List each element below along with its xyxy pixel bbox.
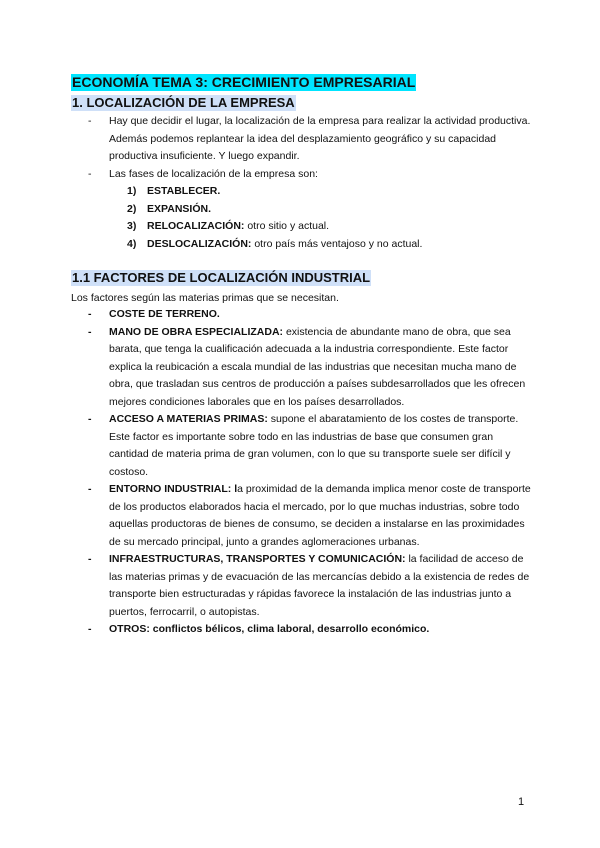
dash-bullet: - (88, 167, 92, 180)
factor-name: COSTE DE TERRENO. (109, 308, 220, 320)
phase-name: ESTABLECER. (147, 185, 221, 197)
phase-number: 4) (127, 237, 137, 250)
factor-name: MANO DE OBRA ESPECIALIZADA: (109, 325, 284, 338)
factor-item (88, 411, 532, 481)
factor-name: INFRAESTRUCTURAS, TRANSPORTES Y COMUNICACIÓN: (109, 553, 406, 565)
section1-bullet-list (88, 113, 538, 253)
dash-bullet: - (88, 115, 92, 127)
factor-name: ENTORNO INDUSTRIAL: l (109, 483, 238, 495)
dash-bullet: - (88, 325, 92, 338)
factor-desc: supone el abaratamiento de los costes de transporte. Este factor es importante sobre todo en las industrias de base que consumen gran cantidad de materia prima de gran volumen, con lo que su transporte suele ser difícil y costoso. (109, 413, 519, 478)
factor-name: OTROS: conflictos bélicos, clima laboral, desarrollo económico. (109, 623, 430, 635)
bullet-text: Hay que decidir el lugar, la localización de la empresa para realizar la actividad productiva. Además podemos replantear la idea del desplazamiento geográfico y su capacidad productiva insuficiente. Y luego expandir. (109, 115, 531, 162)
dash-bullet: - (88, 623, 92, 635)
list-item (88, 166, 538, 254)
dash-bullet: - (88, 308, 92, 320)
factor-desc: la facilidad de acceso de las materias primas y de evacuación de las mercancías debido a la existencia de redes de transporte bien estructuradas y rápidas favorece la instalación de las industrias junto a puertos, ferrocarril, o autopistas. (109, 553, 530, 618)
document-title: ECONOMÍA TEMA 3: CRECIMIENTO EMPRESARIAL (72, 74, 416, 90)
dash-bullet: - (88, 553, 92, 565)
phase-name: RELOCALIZACIÓN: (147, 220, 245, 232)
dash-bullet: - (88, 483, 92, 495)
factor-item (88, 551, 532, 621)
section-heading-localizacion: 1. LOCALIZACIÓN DE LA EMPRESA (72, 95, 295, 110)
section-heading-factores: 1.1 FACTORES DE LOCALIZACIÓN INDUSTRIAL (72, 270, 371, 285)
bullet-text: Las fases de localización de la empresa son: (109, 167, 318, 180)
phase-number: 2) (127, 202, 137, 215)
phase-item (109, 183, 538, 201)
list-item (88, 113, 538, 166)
factor-item (88, 324, 532, 412)
phase-item (109, 201, 538, 219)
page-number: 1 (518, 796, 525, 808)
factor-desc: existencia de abundante mano de obra, que sea barata, que tenga la cualificación adecuada a la industria correspondiente. Este factor explica la reubicación a escala mundial de las industrias que necesitan mucha mano de obra, que trasladan sus centros de producción a países subdesarrollados que les ofrecen mejores condiciones laborales que en los países desarrollados. (109, 325, 526, 408)
phases-list (109, 183, 538, 253)
factors-intro: Los factores según las materias primas que se necesitan. (71, 292, 339, 304)
phase-name: DESLOCALIZACIÓN: (147, 237, 252, 250)
factor-item (88, 481, 532, 551)
phase-item (109, 236, 538, 254)
factors-list (88, 306, 532, 639)
dash-bullet: - (88, 413, 92, 425)
factor-name: ACCESO A MATERIAS PRIMAS: (109, 413, 268, 425)
phase-desc: otro país más ventajoso y no actual. (251, 237, 423, 250)
factor-item (88, 621, 532, 639)
phase-name: EXPANSIÓN. (147, 202, 211, 215)
factor-desc: a proximidad de la demanda implica menor coste de transporte de los productos elaborados hacia el mercado, por lo que muchas industrias, sobre todo aquellas productoras de bienes de consumo, se deciden a instalarse en las proximidades de su mercado principal, junto a grandes aglomeraciones urbanas. (109, 483, 531, 548)
phase-number: 3) (127, 220, 137, 232)
phase-number: 1) (127, 185, 137, 197)
phase-desc: otro sitio y actual. (244, 220, 330, 232)
factor-item (88, 306, 532, 324)
phase-item (109, 218, 538, 236)
